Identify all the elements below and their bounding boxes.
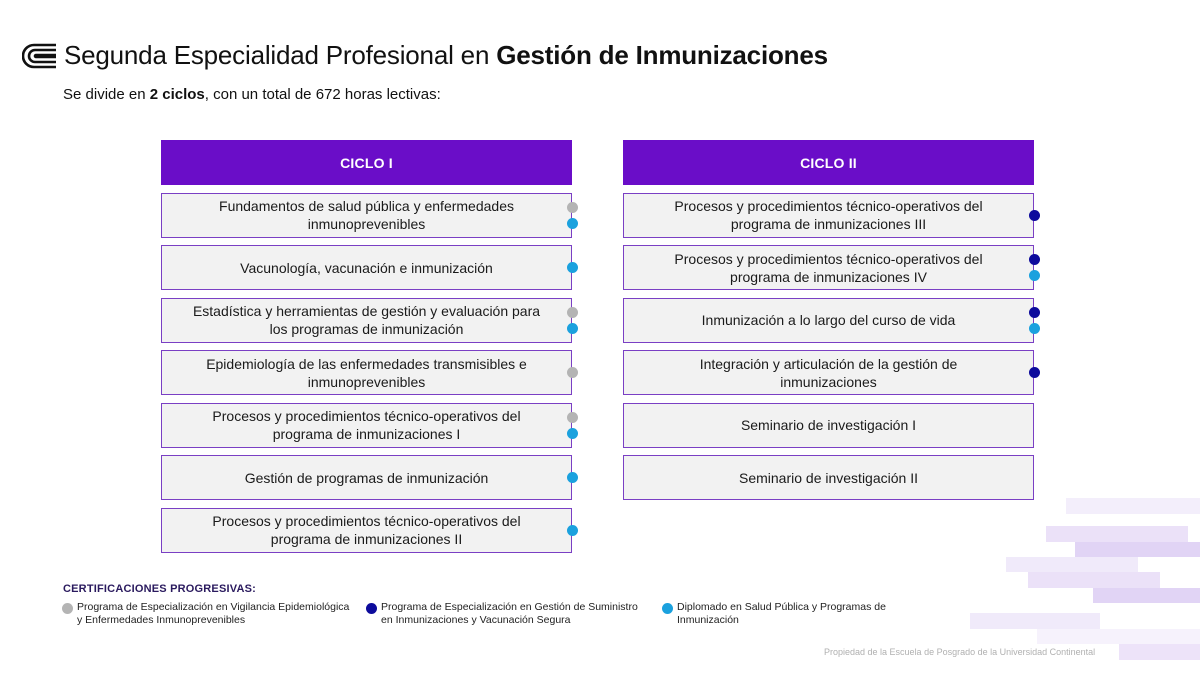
course-name: Procesos y procedimientos técnico-operativos del programa de inmunizaciones IV — [674, 250, 983, 285]
course-card — [623, 350, 1034, 395]
course-name: Fundamentos de salud pública y enfermedades inmunoprevenibles — [219, 198, 514, 232]
cyan-dot-icon — [1029, 270, 1040, 281]
cyan-dot-icon — [567, 262, 578, 273]
legend-item-diplomado — [662, 601, 912, 627]
navy-dot-icon — [1029, 210, 1040, 221]
cyan-dot-icon — [1029, 323, 1040, 334]
course-card — [623, 245, 1034, 290]
gray-dot-icon — [567, 202, 578, 213]
legend-text: Programa de Especialización en Gestión de Suministro en Inmunizaciones y Vacunación Segura — [381, 601, 638, 626]
legend-text: Diplomado en Salud Pública y Programas de Inmunización — [677, 601, 886, 626]
gray-dot-icon — [567, 412, 578, 423]
course-card — [623, 455, 1034, 500]
course-card — [623, 193, 1034, 238]
cyan-dot-icon — [567, 525, 578, 536]
course-name: Inmunización a lo largo del curso de vida — [701, 312, 956, 328]
course-name: Seminario de investigación II — [739, 469, 918, 486]
course-name: Gestión de programas de inmunización — [244, 469, 489, 486]
cycle-2-column — [623, 140, 1034, 500]
legend-item-vigilancia — [62, 601, 352, 627]
course-card — [161, 403, 572, 448]
course-name: Procesos y procedimientos técnico-operativos del programa de inmunizaciones II — [212, 513, 521, 547]
university-logo-icon — [22, 42, 58, 70]
course-name: Vacunología, vacunación e inmunización — [240, 259, 493, 276]
cyan-dot-icon — [567, 218, 578, 229]
cyan-dot-icon — [567, 428, 578, 439]
course-name: Integración y articulación de la gestión de inmunizaciones — [699, 355, 958, 390]
gray-dot-icon — [567, 307, 578, 318]
gray-dot-icon — [567, 367, 578, 378]
cycle-1-column — [161, 140, 572, 553]
course-name: Procesos y procedimientos técnico-operativos del programa de inmunizaciones I — [212, 408, 521, 442]
course-card — [161, 298, 572, 343]
navy-dot-icon — [1029, 367, 1040, 378]
navy-dot-icon — [366, 603, 377, 614]
certifications-title: CERTIFICACIONES PROGRESIVAS: — [63, 583, 257, 595]
course-card — [623, 298, 1034, 343]
cyan-dot-icon — [567, 323, 578, 334]
cyan-dot-icon — [662, 603, 673, 614]
navy-dot-icon — [1029, 307, 1040, 318]
course-card — [161, 508, 572, 553]
course-card — [161, 455, 572, 500]
gray-dot-icon — [62, 603, 73, 614]
course-name: Epidemiología de las enfermedades transmisibles e inmunoprevenibles — [206, 355, 527, 390]
course-name: Estadística y herramientas de gestión y evaluación para los programas de inmunización — [192, 303, 541, 337]
footer-ownership: Propiedad de la Escuela de Posgrado de la Universidad Continental — [824, 647, 1096, 657]
legend-text: Programa de Especialización en Vigilancia Epidemiológica y Enfermedades Inmunoprevenibles — [77, 601, 350, 626]
page-title: Segunda Especialidad Profesional en Gestión de Inmunizaciones — [64, 40, 828, 70]
page-subtitle: Se divide en 2 ciclos, con un total de 672 horas lectivas: — [63, 86, 441, 103]
course-card — [161, 193, 572, 238]
cyan-dot-icon — [567, 472, 578, 483]
cycle-2-header: CICLO II — [623, 140, 1034, 185]
course-card — [161, 350, 572, 395]
course-card — [161, 245, 572, 290]
course-name: Seminario de investigación I — [740, 417, 917, 433]
legend-item-suministro — [366, 601, 646, 627]
course-card — [623, 403, 1034, 448]
cycle-1-header: CICLO I — [161, 140, 572, 185]
course-name: Procesos y procedimientos técnico-operativos del programa de inmunizaciones III — [674, 198, 983, 232]
navy-dot-icon — [1029, 254, 1040, 265]
